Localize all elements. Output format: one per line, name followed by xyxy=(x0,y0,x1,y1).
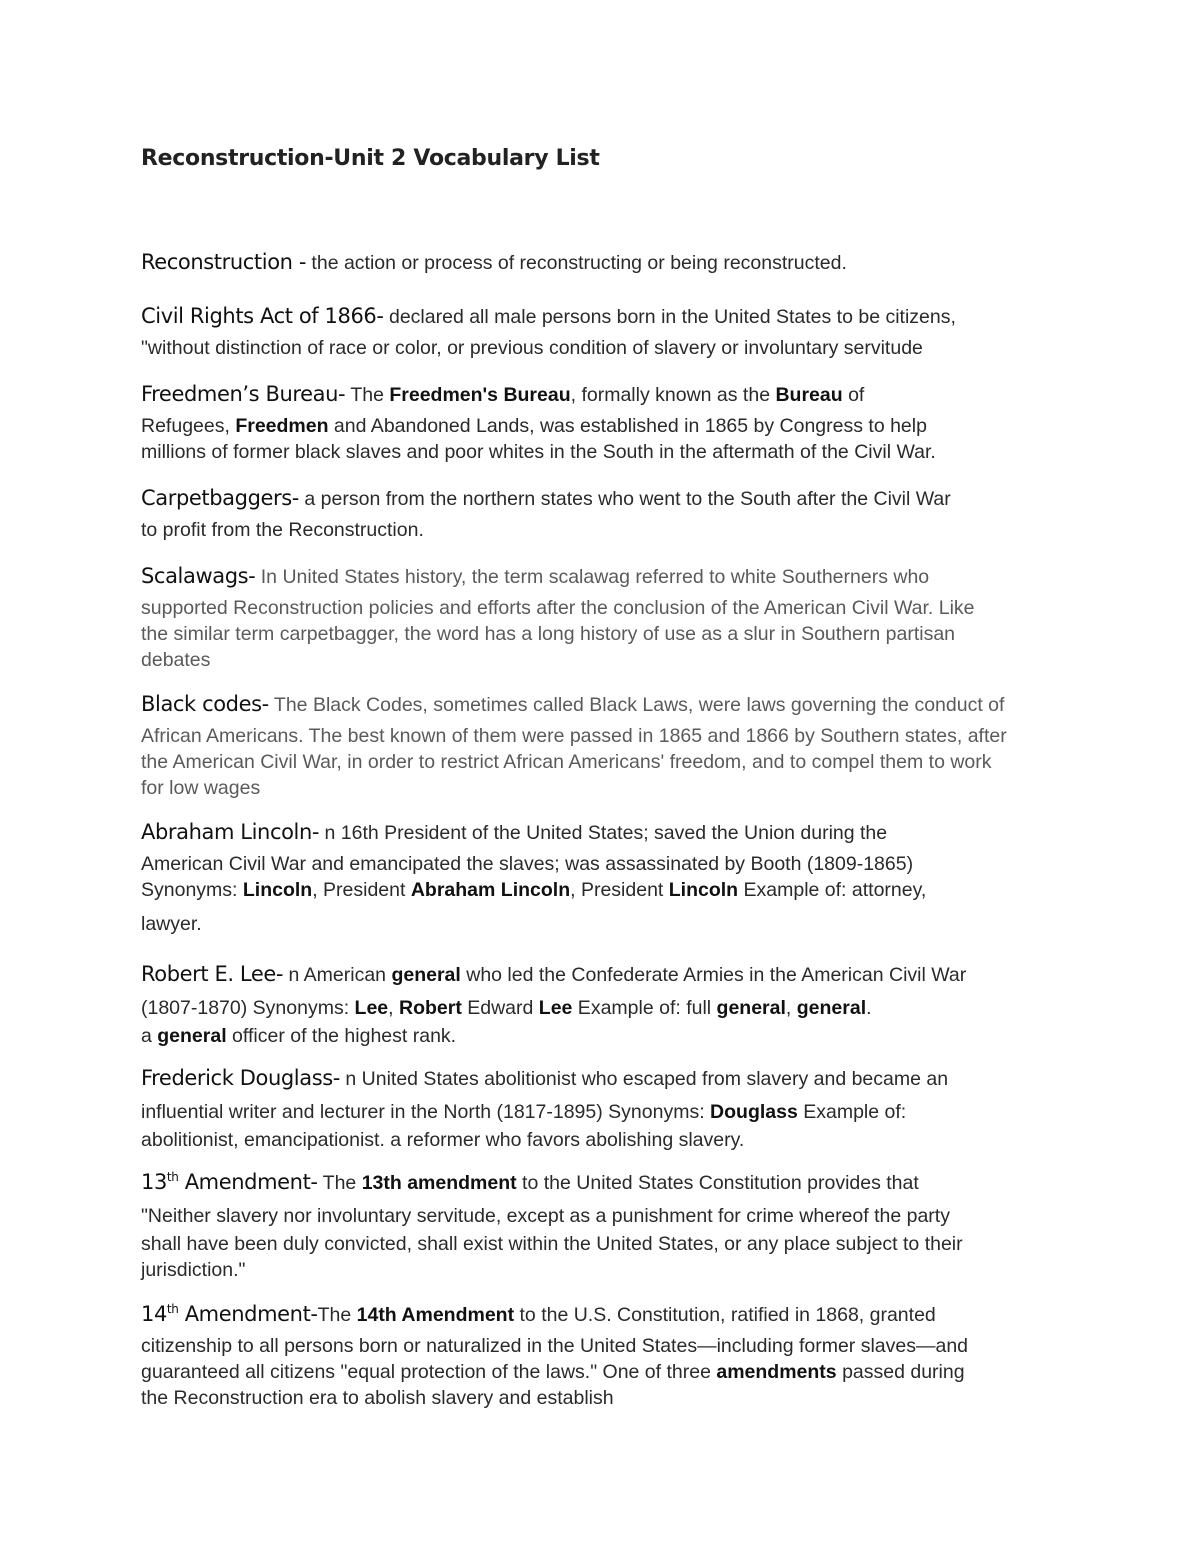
def-bold-text: Douglass xyxy=(710,1101,798,1123)
def-text: who led the Confederate Armies in the American Civil War xyxy=(460,964,967,986)
term-ordinal-suffix: th xyxy=(166,1170,179,1184)
vocab-entry-freedmens-bureau xyxy=(141,378,1071,465)
vocab-definition-line xyxy=(141,877,1071,903)
def-text: Example of: attorney, xyxy=(738,879,927,901)
term-number: 13 xyxy=(141,1170,167,1194)
vocab-definition: n 16th President of the United States; saved the Union during the xyxy=(319,822,888,844)
vocab-definition-line: American Civil War and emancipated the slaves; was assassinated by Booth (1809-1865) xyxy=(141,853,914,875)
def-bold-text: Freedmen's Bureau xyxy=(389,384,571,406)
def-text: The xyxy=(317,1172,362,1194)
vocab-definition-line: millions of former black slaves and poor whites in the South in the aftermath of the Civil War. xyxy=(141,441,936,463)
vocab-definition-line: shall have been duly convicted, shall exist within the United States, or any place subject to their xyxy=(141,1233,963,1255)
vocab-term: Black codes- xyxy=(141,692,269,716)
vocab-entry-robert-e-lee xyxy=(141,958,1071,1049)
vocab-definition xyxy=(345,384,864,406)
vocab-definition-line: "without distinction of race or color, or previous condition of slavery or involuntary servitude xyxy=(141,337,923,359)
vocab-definition-line: the similar term carpetbagger, the word has a long history of use as a slur in Southern partisan xyxy=(141,623,956,645)
vocab-definition-line: citizenship to all persons born or naturalized in the United States—including former slaves—and xyxy=(141,1335,969,1357)
vocab-definition xyxy=(318,1304,936,1326)
vocab-definition: the action or process of reconstructing or being reconstructed. xyxy=(306,252,847,274)
vocab-entry-black-codes xyxy=(141,688,1071,801)
def-text: Example of: full xyxy=(572,997,717,1019)
def-bold-text: general xyxy=(796,997,867,1019)
def-text: , xyxy=(785,997,797,1019)
vocab-entry-abraham-lincoln xyxy=(141,816,1071,937)
def-bold-text: general xyxy=(716,997,786,1019)
def-bold-text: Lincoln xyxy=(668,879,739,901)
def-bold-text: general xyxy=(391,964,461,986)
def-text: influential writer and lecturer in the North (1817-1895) Synonyms: xyxy=(141,1101,711,1123)
def-bold-text: Lincoln xyxy=(242,879,313,901)
vocab-term: Civil Rights Act of 1866- xyxy=(141,304,384,328)
term-ordinal-suffix: th xyxy=(166,1302,179,1316)
def-text: . xyxy=(866,997,872,1019)
def-bold-text: 14th Amendment xyxy=(356,1304,515,1326)
vocab-term: Freedmen’s Bureau- xyxy=(141,382,346,406)
vocab-definition-line: abolitionist, emancipationist. a reformer who favors abolishing slavery. xyxy=(141,1129,745,1151)
vocab-definition-line xyxy=(141,413,1071,439)
def-text: Example of: xyxy=(797,1101,907,1123)
vocab-term: Abraham Lincoln- xyxy=(141,820,320,844)
vocab-definition xyxy=(318,1172,919,1194)
def-text: and Abandoned Lands, was established in 1865 by Congress to help xyxy=(328,415,927,437)
vocab-definition-line: lawyer. xyxy=(141,913,202,935)
def-bold-text: Lee xyxy=(354,997,389,1019)
vocab-definition: The Black Codes, sometimes called Black Laws, were laws governing the conduct of xyxy=(268,694,1005,716)
def-text: The xyxy=(345,384,390,406)
def-text: , formally known as the xyxy=(570,384,776,406)
def-text: , xyxy=(388,997,399,1019)
vocab-definition-line: the American Civil War, in order to restrict African Americans' freedom, and to compel them to work xyxy=(141,751,992,773)
vocab-definition: In United States history, the term scalawag referred to white Southerners who xyxy=(255,566,930,588)
def-bold-text: Freedmen xyxy=(235,415,329,437)
def-text: Edward xyxy=(461,997,539,1019)
def-bold-text: Bureau xyxy=(775,384,843,406)
def-bold-text: Abraham Lincoln xyxy=(410,879,571,901)
def-text: , President xyxy=(312,879,411,901)
vocab-term: Frederick Douglass- xyxy=(141,1066,340,1090)
def-text: Refugees, xyxy=(141,415,236,437)
def-bold-text: Lee xyxy=(538,997,573,1019)
vocab-term: Scalawags- xyxy=(141,564,256,588)
vocab-entry-civil-rights-act xyxy=(141,300,1071,361)
vocab-entry-14th-amendment xyxy=(141,1298,1071,1411)
def-text: guaranteed all citizens "equal protection of the laws." One of three xyxy=(141,1361,717,1383)
vocab-entry-13th-amendment xyxy=(141,1166,1071,1283)
def-text: n American xyxy=(283,964,392,986)
vocab-definition-line xyxy=(141,1023,1071,1049)
def-text: The xyxy=(317,1304,357,1326)
vocab-definition: a person from the northern states who went to the South after the Civil War xyxy=(298,488,951,510)
vocab-entry-scalawags xyxy=(141,560,1071,673)
term-text: Amendment- xyxy=(178,1302,318,1326)
vocab-term xyxy=(141,1170,318,1194)
vocab-term: Reconstruction - xyxy=(141,250,307,274)
vocab-definition xyxy=(283,964,966,986)
vocab-definition-line: "Neither slavery nor involuntary servitude, except as a punishment for crime whereof the party xyxy=(141,1205,950,1227)
vocab-definition-line: debates xyxy=(141,649,211,671)
def-bold-text: general xyxy=(157,1025,227,1047)
vocab-definition: n United States abolitionist who escaped from slavery and became an xyxy=(339,1068,949,1090)
def-text: to the United States Constitution provides that xyxy=(516,1172,919,1194)
def-text: of xyxy=(842,384,865,406)
vocab-entry-carpetbaggers xyxy=(141,482,1071,543)
vocab-definition-line: for low wages xyxy=(141,777,261,799)
vocab-definition: declared all male persons born in the United States to be citizens, xyxy=(383,306,956,328)
vocab-term xyxy=(141,1302,318,1326)
vocab-term: Carpetbaggers- xyxy=(141,486,299,510)
def-bold-text: Robert xyxy=(398,997,462,1019)
vocab-definition-line: to profit from the Reconstruction. xyxy=(141,519,424,541)
term-number: 14 xyxy=(141,1302,167,1326)
vocab-entry-frederick-douglass xyxy=(141,1062,1071,1153)
def-bold-text: amendments xyxy=(716,1361,837,1383)
vocab-definition-line xyxy=(141,1097,1071,1127)
vocab-definition-line xyxy=(141,1359,1071,1385)
vocab-entry-reconstruction xyxy=(141,246,1071,281)
term-text: Amendment- xyxy=(178,1170,318,1194)
def-text: passed during xyxy=(836,1361,965,1383)
def-text: to the U.S. Constitution, ratified in 1868, granted xyxy=(514,1304,936,1326)
def-text: Synonyms: xyxy=(141,879,243,901)
def-text: a xyxy=(141,1025,158,1047)
vocab-definition-line: the Reconstruction era to abolish slavery and establish xyxy=(141,1387,614,1409)
vocab-definition-line: jurisdiction." xyxy=(141,1259,246,1281)
document-title: Reconstruction-Unit 2 Vocabulary List xyxy=(141,146,600,171)
vocab-term: Robert E. Lee- xyxy=(141,962,284,986)
def-bold-text: 13th amendment xyxy=(361,1172,517,1194)
vocab-definition-line xyxy=(141,993,1071,1023)
vocab-definition-line: supported Reconstruction policies and efforts after the conclusion of the American Civil War. Like xyxy=(141,597,975,619)
def-text: (1807-1870) Synonyms: xyxy=(141,997,355,1019)
def-text: officer of the highest rank. xyxy=(226,1025,457,1047)
def-text: , President xyxy=(570,879,669,901)
vocab-definition-line: African Americans. The best known of them were passed in 1865 and 1866 by Southern states, after xyxy=(141,725,1007,747)
